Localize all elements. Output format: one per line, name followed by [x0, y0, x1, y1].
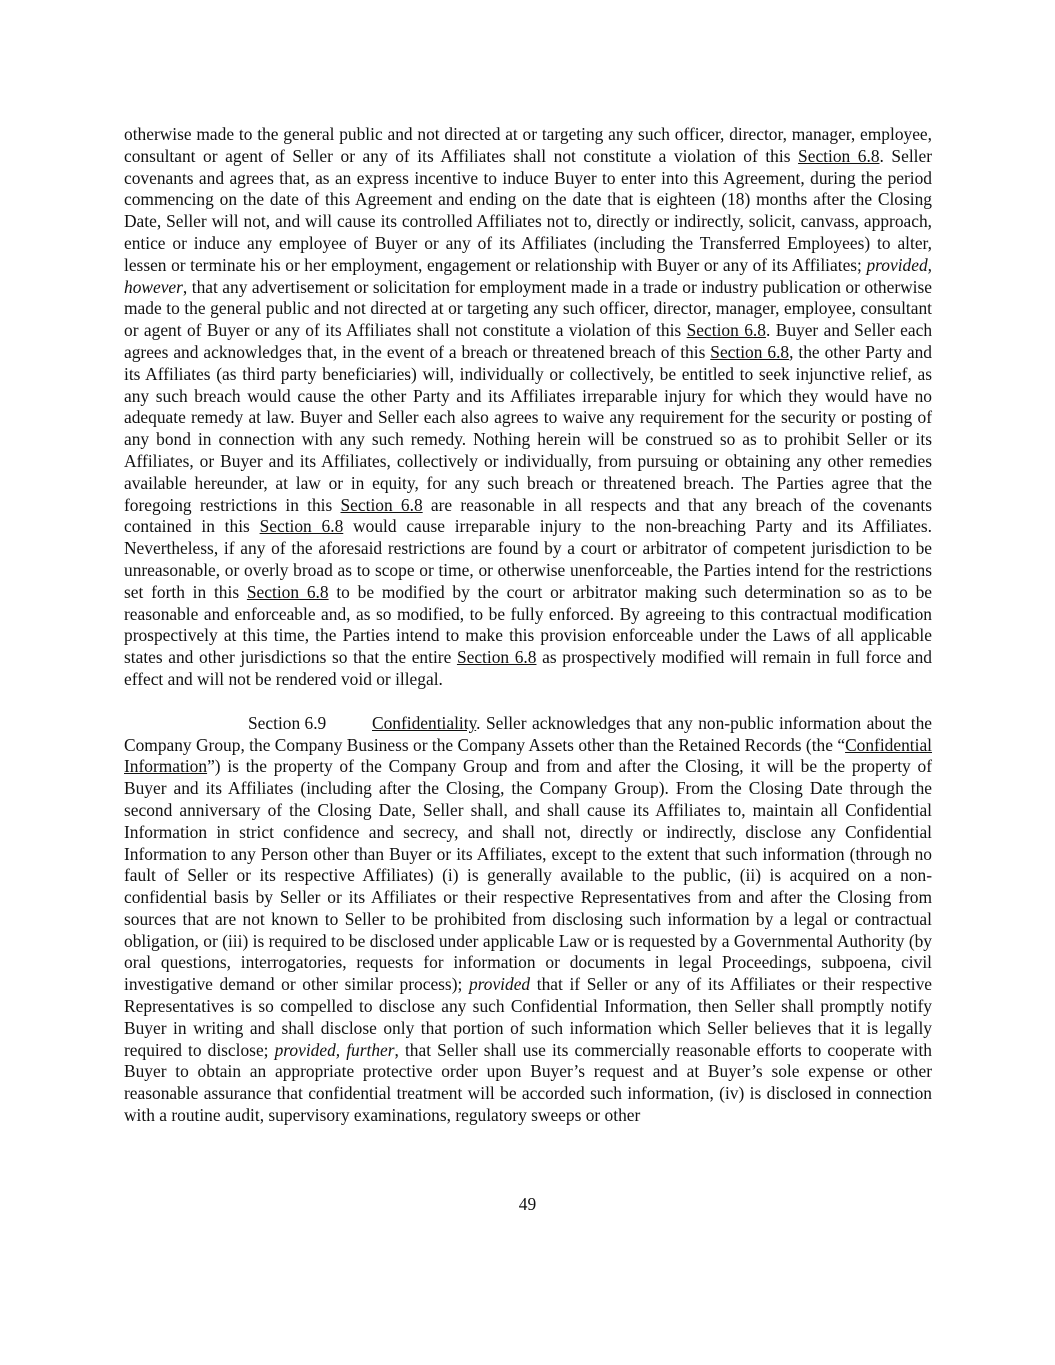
text-run: , that any advertisement or solicitation for employment made in a trade or industry publication or otherwise made to the general public and not directed at or targeting any such officer, director, manager, employee, consultant or agent of Buyer or any of its Affiliates shall not constitute a violation of this: [124, 276, 932, 341]
section-title: Confidentiality: [372, 712, 477, 733]
italic-proviso: provided, further: [274, 1039, 395, 1060]
text-run: are reasonable in all respects and that any breach of the covenants contained in this: [124, 494, 933, 537]
text-run: ”) is the property of the Company Group and from and after the Closing, it will be the property of Buyer and its Affiliates (including after the Closing, the Company Group). From the Closing Date through the second anniversary of the Closing Date, Seller shall, and shall cause its Affiliates to, maintain all Confidential Information in strict confidence and secrecy, and shall not, directly or indirectly, disclose any Confidential Information to any Person other than Buyer or its Affiliates, except to the extent that such information (through no fault of Seller or its respective Affiliates) (i) is generally available to the public, (ii) is acquired on a non-confidential basis by Seller or its Affiliates or their respective Representatives from and after the Closing from sources that are not known to Seller to be prohibited from disclosing such information by a legal or contractual obligation, or (iii) is required to be disclosed under applicable Law or is requested by a Governmental Authority (by oral questions, interrogatories, requests for information or documents in legal Proceedings, subpoena, civil investigative demand or other similar process);: [124, 756, 932, 995]
text-run: . Buyer and Seller each agrees and acknowledges that, in the event of a breach or threatened breach of this: [124, 320, 933, 362]
paragraph-section-6-8-continued: [124, 124, 932, 691]
section-number: Section 6.9: [248, 712, 327, 733]
section-reference: Section 6.8: [686, 320, 766, 341]
section-reference: Section 6.8: [340, 494, 423, 515]
page-number: 49: [518, 1194, 537, 1214]
text-run: . Seller covenants and agrees that, as an express incentive to induce Buyer to enter into this Agreement, during the period commencing on the date of this Agreement and ending on the date that is eighteen (18) months after the Closing Date, Seller will not, and will cause its controlled Affiliates not to, directly or indirectly, solicit, canvass, approach, entice or induce any employee of Buyer or any of its Affiliates (including the Transferred Employees) to alter, lessen or terminate his or her employment, engagement or relationship with Buyer or any of its Affiliates;: [124, 145, 932, 275]
defined-term: Confidential Information: [124, 734, 932, 777]
text-run: , the other Party and its Affiliates (as third party beneficiaries) will, individually or collectively, be entitled to seek injunctive relief, as any such breach would cause the other Party and its Affiliates irreparable injury for which they would have no adequate remedy at law. Buyer and Seller each also agrees to waive any requirement for the security or posting of any bond in connection with any such remedy. Nothing herein will be construed so as to prohibit Seller or its Affiliates, or Buyer and its Affiliates, collectively or individually, from pursuing or obtaining any other remedies available hereunder, at law or in equity, for any such breach or threatened breach. The Parties agree that the foregoing restrictions in this: [124, 341, 933, 515]
text-run: as prospectively modified will remain in full force and effect and will not be rendered void or illegal.: [124, 647, 933, 689]
text-run: to be modified by the court or arbitrator making such determination so as to be reasonable and enforceable and, as so modified, to be fully enforced. By agreeing to this contractual modification prospectively at this time, the Parties intend to make this provision enforceable under the Laws of all applicable states and other jurisdictions so that the entire: [124, 581, 933, 668]
document-page: [124, 124, 932, 1127]
text-run: that if Seller or any of its Affiliates or their respective Representatives is so compelled to disclose any such Confidential Information, then Seller shall promptly notify Buyer in writing and shall disclose only that portion of such information which Seller believes that it is legally required to disclose;: [124, 974, 932, 1060]
italic-proviso: provided, however: [124, 254, 932, 297]
paragraph-section-6-9: [124, 713, 932, 1127]
text-run: , that Seller shall use its commercially reasonable efforts to cooperate with Buyer to obtain an appropriate protective order upon Buyer’s request and at Buyer’s sole expense or other reasonable assurance that confidential treatment will be accorded such information, (iv) is disclosed in connection with a routine audit, supervisory examinations, regulatory sweeps or other: [124, 1039, 932, 1126]
section-reference: Section 6.8: [456, 647, 537, 668]
text-run: . Seller acknowledges that any non-public information about the Company Group, the Company Business or the Company Assets other than the Retained Records (the “: [124, 712, 932, 755]
section-reference: Section 6.8: [710, 341, 790, 362]
text-run: would cause irreparable injury to the non-breaching Party and its Affiliates. Nevertheless, if any of the aforesaid restrictions are found by a court or arbitrator of competent jurisdiction to be unreasonable, or overly broad as to scope or time, or otherwise unenforceable, the Parties intend for the restrictions set forth in this: [124, 516, 932, 602]
italic-proviso: provided: [468, 974, 531, 995]
section-reference: Section 6.8: [246, 581, 329, 602]
text-run: otherwise made to the general public and not directed at or targeting any such officer, director, manager, employee, consultant or agent of Seller or any of its Affiliates shall not constitute a violation of this: [124, 124, 932, 166]
section-reference: Section 6.8: [798, 145, 880, 166]
section-reference: Section 6.8: [259, 516, 344, 537]
